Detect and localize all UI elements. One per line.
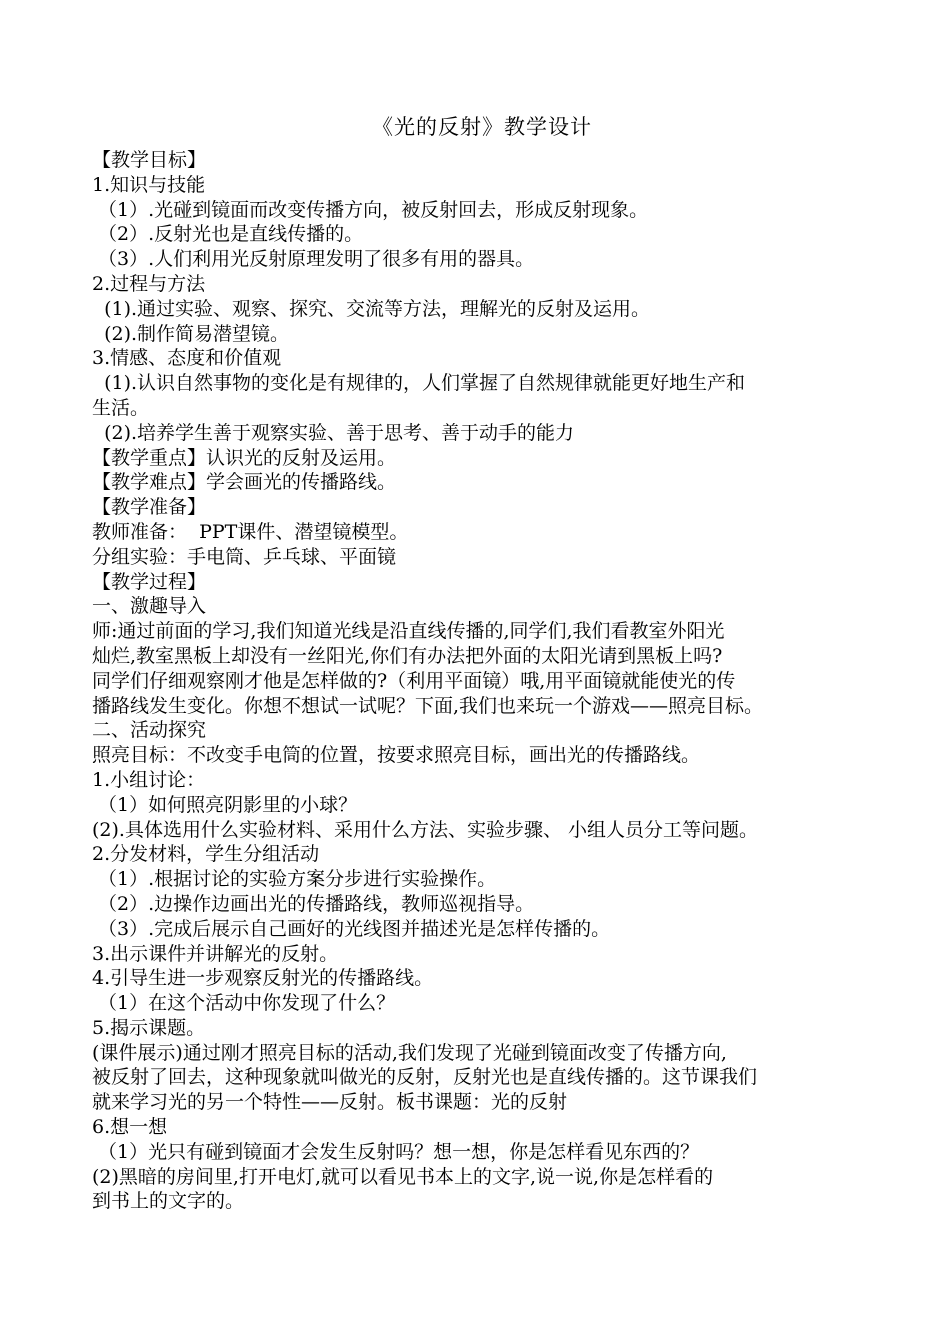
document-title: 《光的反射》教学设计	[372, 115, 592, 139]
document-line: 【教学过程】	[92, 570, 207, 593]
document-line: (2)黑暗的房间里,打开电灯,就可以看见书本上的文字,说一说,你是怎样看的	[92, 1165, 714, 1188]
document-line: 就来学习光的另一个特性——反射。板书课题：光的反射	[92, 1091, 568, 1114]
document-line: （1）光只有碰到镜面才会发生反射吗？想一想，你是怎样看见东西的？	[92, 1140, 700, 1163]
document-line: 2.过程与方法	[92, 272, 206, 295]
document-line: 被反射了回去，这种现象就叫做光的反射，反射光也是直线传播的。这节课我们	[92, 1066, 758, 1089]
document-line: 到书上的文字的。	[92, 1190, 245, 1213]
document-line: （2）.反射光也是直线传播的。	[92, 223, 364, 246]
document-line: 播路线发生变化。你想不想试一试呢？下面,我们也来玩一个游戏——照亮目标。	[92, 694, 764, 717]
document-line: 【教学难点】学会画光的传播路线。	[92, 471, 397, 494]
document-line: 4.引导生进一步观察反射光的传播路线。	[92, 967, 434, 990]
document-page	[92, 112, 872, 1214]
document-line: （3）.完成后展示自己画好的光线图并描述光是怎样传播的。	[92, 917, 611, 940]
document-line: 照亮目标：不改变手电筒的位置，按要求照亮目标，画出光的传播路线。	[92, 744, 701, 767]
document-line: 3.情感、态度和价值观	[92, 347, 282, 370]
document-line: 灿烂,教室黑板上却没有一丝阳光,你们有办法把外面的太阳光请到黑板上吗?	[92, 644, 723, 667]
document-line: 生活。	[92, 396, 150, 419]
document-line: (2).具体选用什么实验材料、采用什么方法、实验步骤、 小组人员分工等问题。	[92, 818, 758, 841]
document-line: (1).通过实验、观察、探究、交流等方法，理解光的反射及运用。	[92, 297, 651, 320]
document-line: 二、活动探究	[92, 719, 207, 742]
document-line: 教师准备： PPT课件、潜望镜模型。	[92, 520, 409, 543]
document-line: 3.出示课件并讲解光的反射。	[92, 942, 339, 965]
document-line: 【教学目标】	[92, 149, 207, 171]
document-line: 师:通过前面的学习,我们知道光线是沿直线传播的,同学们,我们看教室外阳光	[92, 620, 725, 643]
document-line: (2).制作简易潜望镜。	[92, 322, 290, 345]
document-line: 分组实验：手电筒、乒乓球、平面镜	[92, 545, 397, 568]
document-line: （1）.根据讨论的实验方案分步进行实验操作。	[92, 868, 497, 891]
document-line: 6.想一想	[92, 1116, 168, 1139]
document-line: （3）.人们利用光反射原理发明了很多有用的器具。	[92, 248, 535, 271]
document-line: 同学们仔细观察刚才他是怎样做的?（利用平面镜）哦,用平面镜就能使光的传	[92, 669, 736, 692]
document-body	[92, 148, 872, 1214]
document-line: 一、激趣导入	[92, 595, 207, 618]
document-line: 5.揭示课题。	[92, 1016, 206, 1039]
document-line: (1).认识自然事物的变化是有规律的，人们掌握了自然规律就能更好地生产和	[92, 372, 746, 395]
document-line: 2.分发材料，学生分组活动	[92, 843, 320, 866]
document-line: 1.小组讨论：	[92, 768, 206, 791]
document-line: （1）.光碰到镜面而改变传播方向，被反射回去，形成反射现象。	[92, 198, 649, 221]
document-line: （1）在这个活动中你发现了什么？	[92, 992, 396, 1015]
document-line: 【教学准备】	[92, 496, 207, 519]
document-line: (课件展示)通过刚才照亮目标的活动,我们发现了光碰到镜面改变了传播方向,	[92, 1041, 727, 1064]
document-line: (2).培养学生善于观察实验、善于思考、善于动手的能力	[92, 421, 575, 444]
document-line: （1）如何照亮阴影里的小球？	[92, 793, 358, 816]
document-line: 【教学重点】认识光的反射及运用。	[92, 446, 397, 469]
document-line: （2）.边操作边画出光的传播路线，教师巡视指导。	[92, 892, 535, 915]
document-line: 1.知识与技能	[92, 173, 206, 196]
